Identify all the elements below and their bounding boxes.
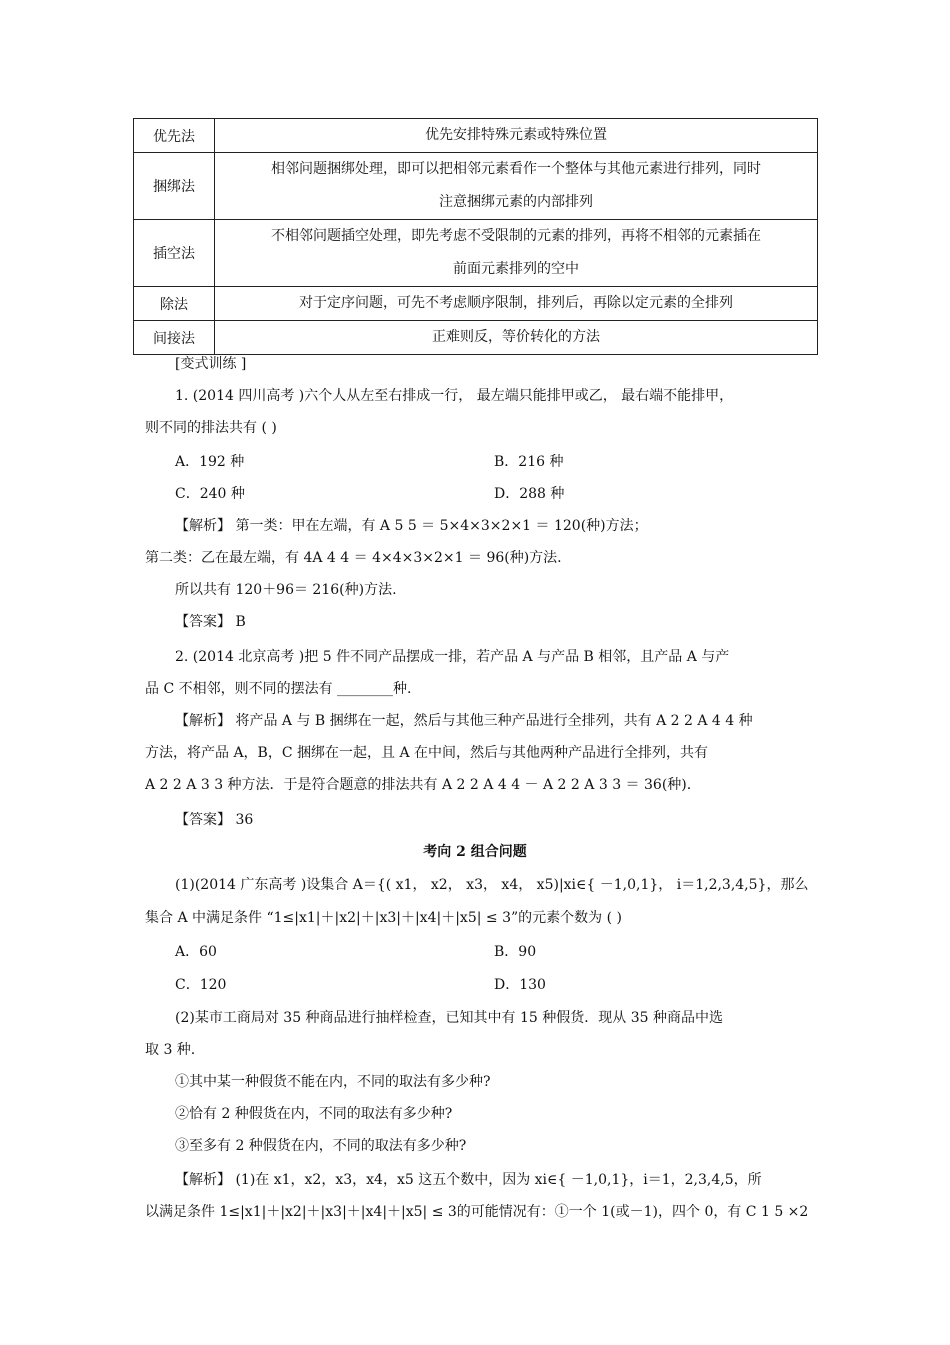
option-a: A．192 种 — [175, 454, 245, 470]
description-line: 相邻问题捆绑处理，即可以把相邻元素看作一个整体与其他元素进行排列，同时 — [271, 161, 761, 177]
method-name: 优先法 — [134, 119, 215, 153]
table-row — [134, 220, 818, 287]
problem-text: (2)某市工商局对 35 种商品进行抽样检查，已知其中有 15 种假货．现从 35 种商品中选 — [175, 1010, 723, 1026]
method-description — [215, 287, 818, 321]
description-line: 不相邻问题插空处理，即先考虑不受限制的元素的排列，再将不相邻的元素插在 — [271, 228, 761, 244]
solution-text: 【解析】 (1)在 x1，x2，x3，x4，x5 这五个数中，因为 xi∈{ －1,0,1}，i＝1，2,3,4,5，所 — [175, 1172, 762, 1188]
solution-text: A 2 2 A 3 3 种方法．于是符合题意的排法共有 A 2 2 A 4 4 － A 2 2 A 3 3 ＝ 36(种). — [145, 777, 692, 793]
answer-text: 【答案】 B — [175, 614, 246, 630]
description-line: 优先安排特殊元素或特殊位置 — [425, 127, 607, 143]
solution-text: 方法，将产品 A，B，C 捆绑在一起，且 A 在中间，然后与其他两种产品进行全排列，共有 — [145, 745, 709, 761]
solution-text: 所以共有 120＋96＝ 216(种)方法. — [175, 582, 397, 598]
question-item: ①其中某一种假货不能在内，不同的取法有多少种? — [175, 1074, 491, 1090]
problem-text: 则不同的排法共有 ( ) — [145, 420, 277, 436]
problem-text: 集合 A 中满足条件 “1≤|x1|＋|x2|＋|x3|＋|x4|＋|x5| ≤ 3”的元素个数为 ( ) — [145, 910, 622, 926]
method-description — [215, 153, 818, 220]
method-name: 除法 — [134, 287, 215, 321]
option-b: B．90 — [494, 944, 537, 960]
option-c: C．240 种 — [175, 486, 245, 502]
problem-text: 2. (2014 北京高考 )把 5 件不同产品摆成一排，若产品 A 与产品 B 相邻，且产品 A 与产 — [175, 649, 730, 665]
problem-text: 品 C 不相邻，则不同的摆法有 ________种. — [145, 681, 412, 697]
method-name: 间接法 — [134, 321, 215, 355]
methods-table — [133, 118, 818, 355]
description-line: 注意捆绑元素的内部排列 — [439, 194, 593, 210]
problem-text: (1)(2014 广东高考 )设集合 A＝{( x1， x2， x3， x4， x5)|xi∈{ －1,0,1}， i＝1,2,3,4,5}，那么 — [175, 877, 809, 893]
option-a: A．60 — [175, 944, 217, 960]
description-line: 对于定序问题，可先不考虑顺序限制，排列后，再除以定元素的全排列 — [299, 295, 733, 311]
answer-text: 【答案】 36 — [175, 812, 254, 828]
description-line: 前面元素排列的空中 — [453, 261, 579, 277]
option-d: D．130 — [494, 977, 546, 993]
solution-text: 【解析】 第一类：甲在左端，有 A 5 5 ＝ 5×4×3×2×1 ＝ 120(种)方法； — [175, 518, 648, 534]
method-description — [215, 321, 818, 355]
method-description — [215, 220, 818, 287]
solution-text: 【解析】 将产品 A 与 B 捆绑在一起，然后与其他三种产品进行全排列，共有 A 2 2 A 4 4 种 — [175, 713, 753, 729]
method-description — [215, 119, 818, 153]
table-row — [134, 153, 818, 220]
solution-text: 以满足条件 1≤|x1|＋|x2|＋|x3|＋|x4|＋|x5| ≤ 3的可能情况有：①一个 1(或－1)，四个 0，有 C 1 5 ×2 — [145, 1204, 809, 1220]
problem-text: 1. (2014 四川高考 )六个人从左至右排成一行， 最左端只能排甲或乙， 最右端不能排甲， — [175, 388, 734, 404]
option-d: D．288 种 — [494, 486, 565, 502]
table-row — [134, 287, 818, 321]
method-name: 插空法 — [134, 220, 215, 287]
solution-text: 第二类：乙在最左端，有 4A 4 4 ＝ 4×4×3×2×1 ＝ 96(种)方法. — [145, 550, 562, 566]
description-line: 正难则反，等价转化的方法 — [432, 329, 600, 345]
problem-text: 取 3 种. — [145, 1042, 196, 1058]
section-heading: [变式训练 ] — [175, 356, 247, 372]
question-item: ③至多有 2 种假货在内，不同的取法有多少种? — [175, 1138, 467, 1154]
option-c: C．120 — [175, 977, 227, 993]
question-item: ②恰有 2 种假货在内，不同的取法有多少种? — [175, 1106, 453, 1122]
option-b: B．216 种 — [494, 454, 564, 470]
table-row — [134, 119, 818, 153]
method-name: 捆绑法 — [134, 153, 215, 220]
section-title: 考向 2 组合问题 — [423, 844, 527, 860]
table-row — [134, 321, 818, 355]
